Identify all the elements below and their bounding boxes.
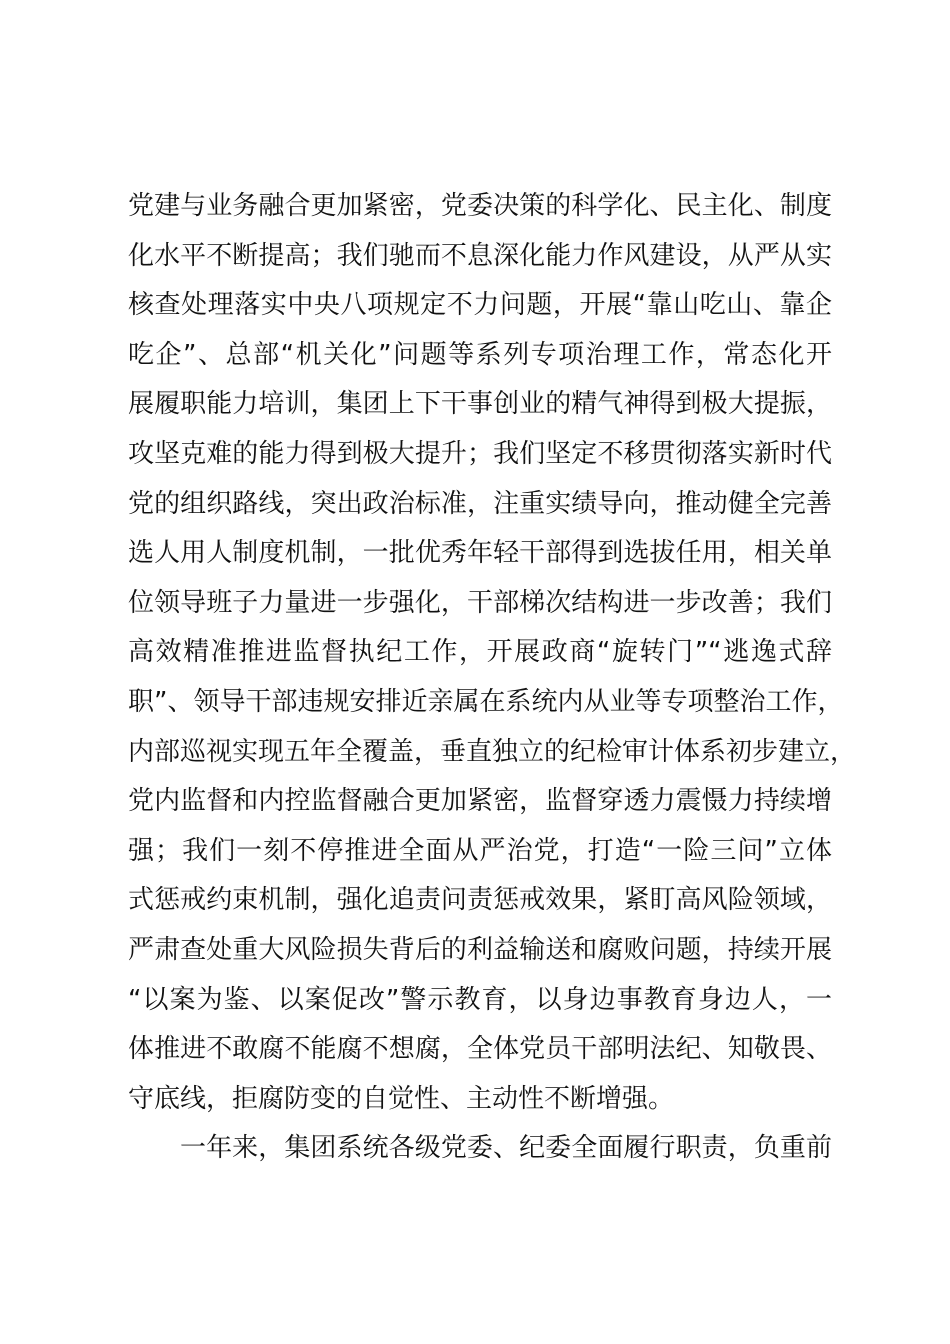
text-line: 职”、领导干部违规安排近亲属在系统内从业等专项整治工作， bbox=[128, 686, 844, 717]
paragraph-end-line: 守底线，拒腐防变的自觉性、主动性不断增强。 bbox=[128, 1083, 675, 1114]
text-line: 党建与业务融合更加紧密，党委决策的科学化、民主化、制度 bbox=[128, 191, 832, 221]
text-line: “以案为鉴、以案促改”警示教育，以身边事教育身边人，一 bbox=[128, 984, 832, 1015]
text-line: 强；我们一刻不停推进全面从严治党，打造“一险三问”立体 bbox=[128, 835, 832, 866]
paragraph-start-line: 一年来，集团系统各级党委、纪委全面履行职责，负重前 bbox=[180, 1133, 832, 1164]
text-line: 化水平不断提高；我们驰而不息深化能力作风建设，从严从实 bbox=[128, 240, 832, 271]
text-line: 展履职能力培训，集团上下干事创业的精气神得到极大提振， bbox=[128, 389, 832, 420]
text-line: 位领导班子力量进一步强化，干部梯次结构进一步改善；我们 bbox=[128, 587, 832, 618]
text-line: 严肃查处重大风险损失背后的利益输送和腐败问题，持续开展 bbox=[128, 934, 832, 965]
text-line: 选人用人制度机制，一批优秀年轻干部得到选拔任用，相关单 bbox=[128, 538, 832, 569]
text-line: 内部巡视实现五年全覆盖，垂直独立的纪检审计体系初步建立， bbox=[128, 736, 857, 767]
body-text bbox=[128, 182, 868, 1174]
text-line: 党的组织路线，突出政治标准，注重实绩导向，推动健全完善 bbox=[128, 488, 832, 519]
text-line: 高效精准推进监督执纪工作，开展政商“旋转门”“逃逸式辞 bbox=[128, 637, 832, 668]
text-line: 吃企”、总部“机关化”问题等系列专项治理工作，常态化开 bbox=[128, 339, 832, 370]
text-line: 党内监督和内控监督融合更加紧密，监督穿透力震慑力持续增 bbox=[128, 786, 832, 817]
text-line: 体推进不敢腐不能腐不想腐，全体党员干部明法纪、知敬畏、 bbox=[128, 1034, 832, 1065]
text-line: 攻坚克难的能力得到极大提升；我们坚定不移贯彻落实新时代 bbox=[128, 438, 832, 469]
text-line: 核查处理落实中央八项规定不力问题，开展“靠山吃山、靠企 bbox=[128, 290, 832, 321]
text-line: 式惩戒约束机制，强化追责问责惩戒效果，紧盯高风险领域， bbox=[128, 885, 832, 916]
